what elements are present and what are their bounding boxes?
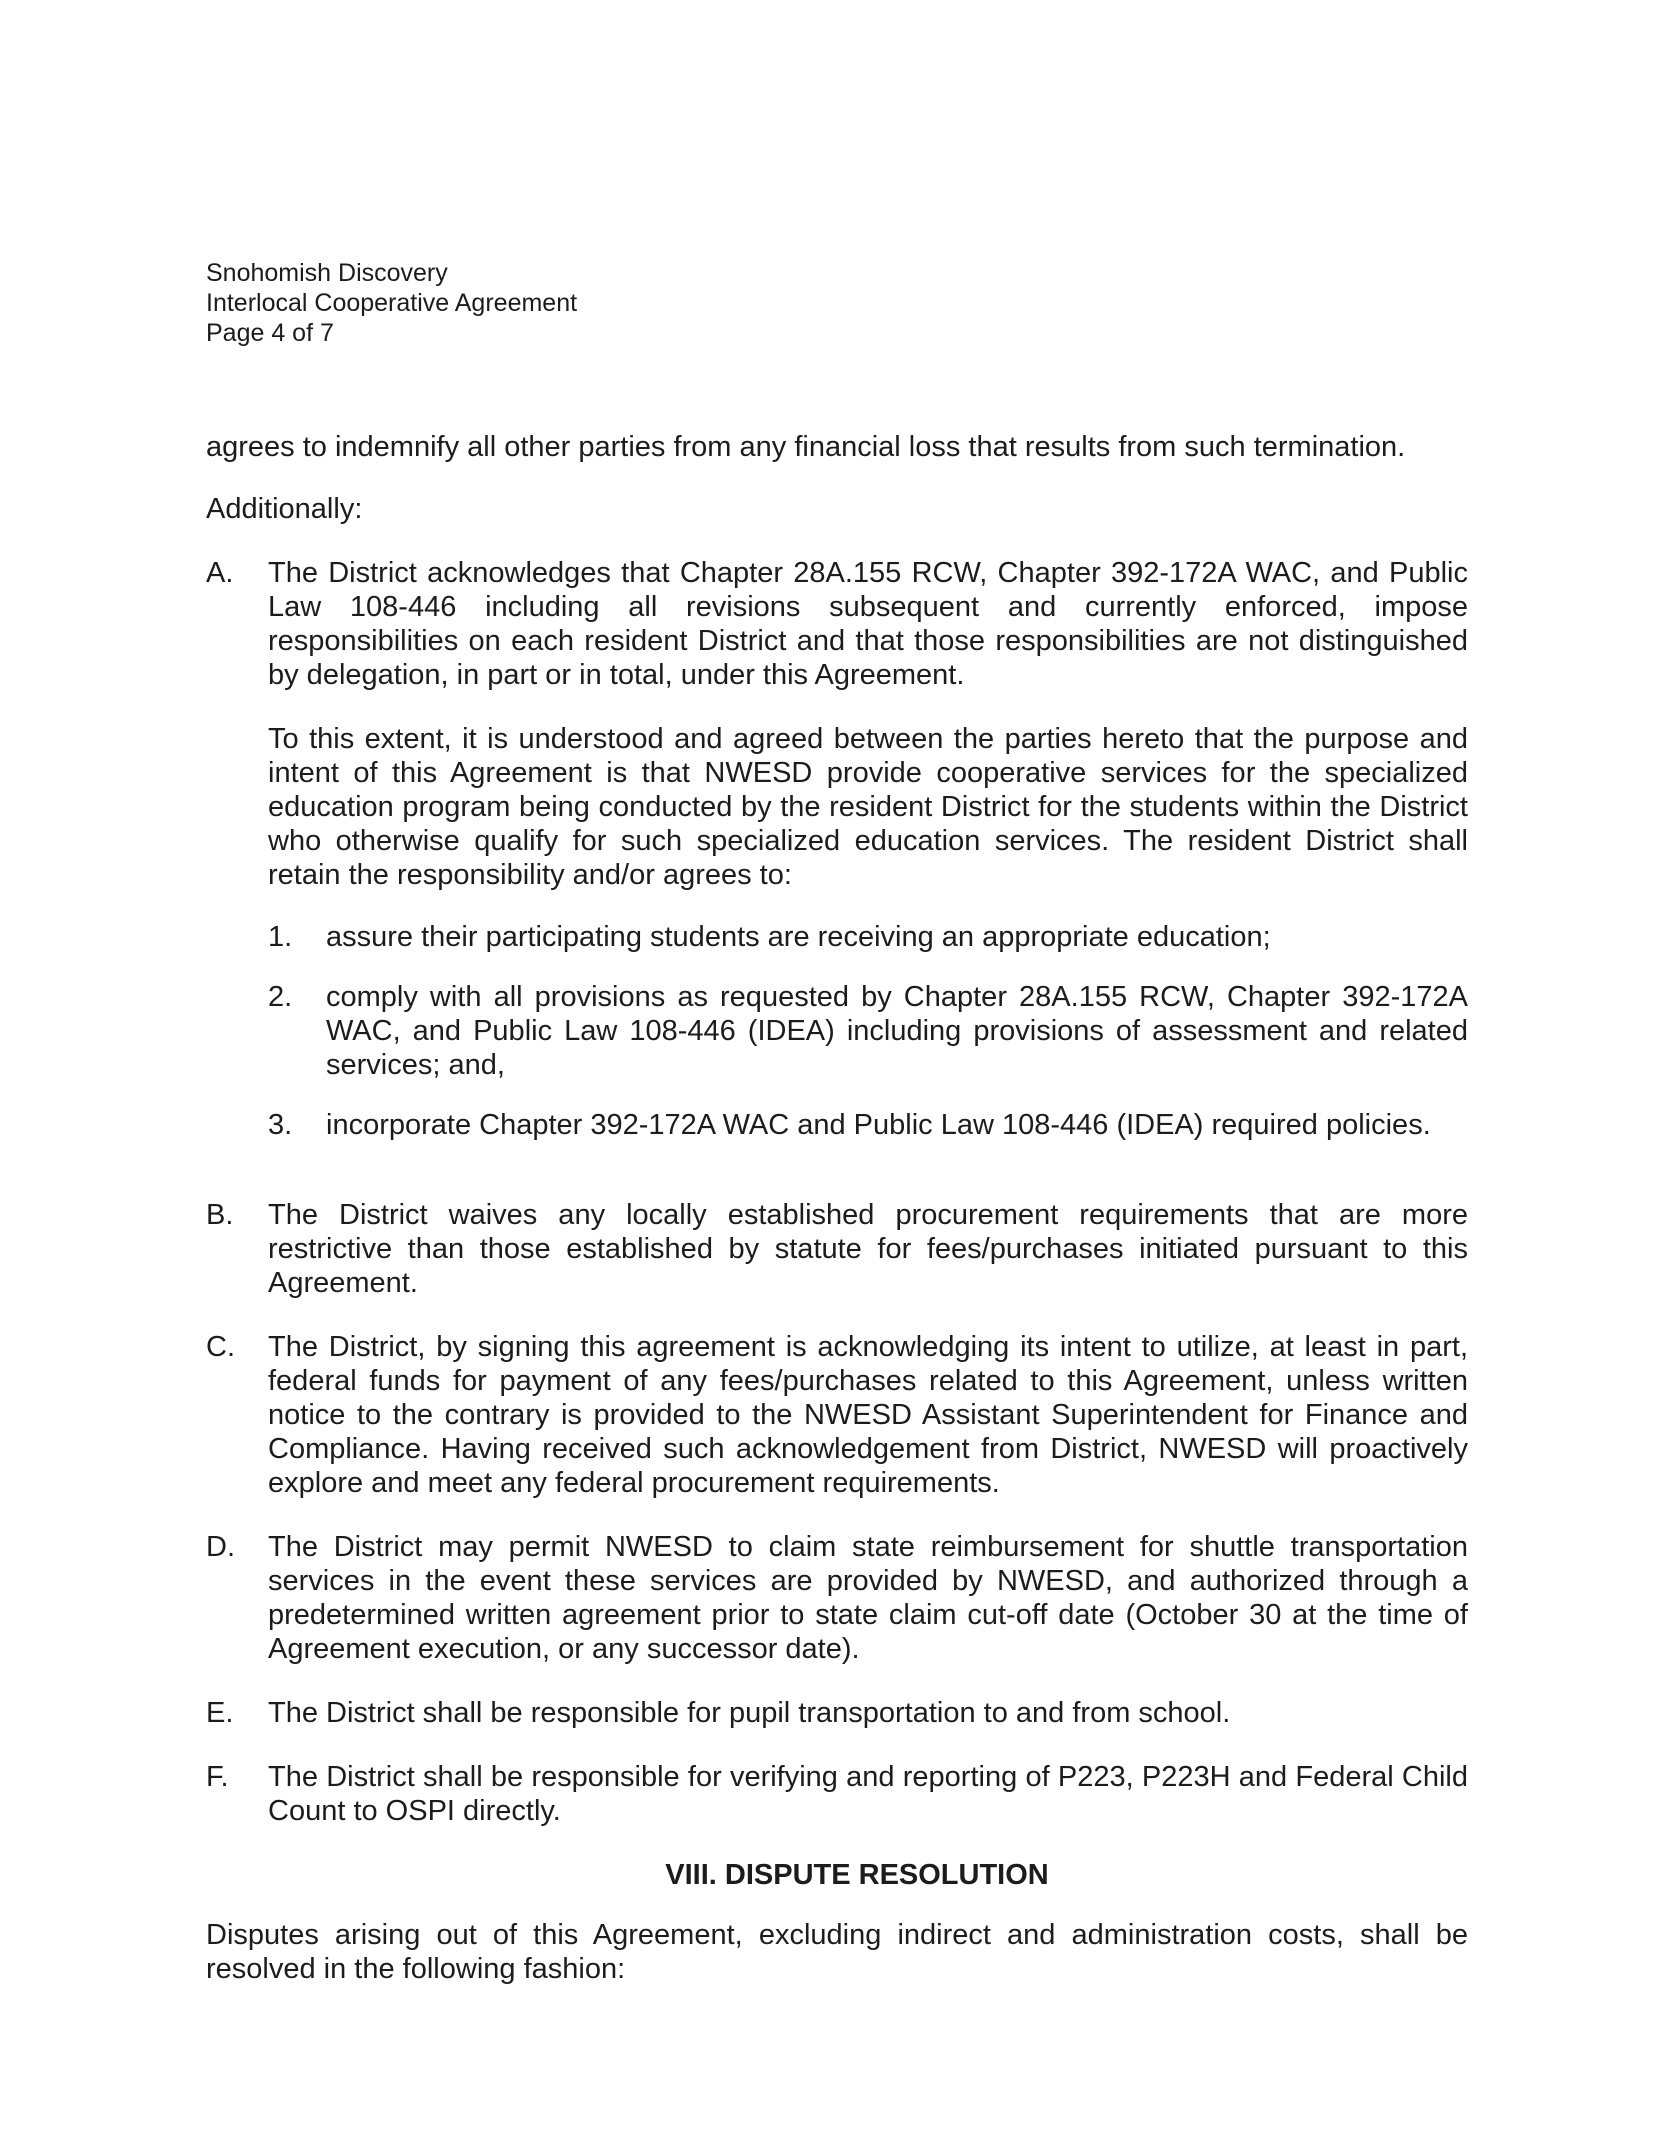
page-number: Page 4 of 7 [206, 319, 334, 347]
list-item-a [206, 556, 1468, 1168]
list-item-d [206, 1530, 1468, 1666]
additionally-label: Additionally: [206, 493, 363, 525]
sublist-text: comply with all provisions as requested by Chapter 28A.155 RCW, Chapter 392-172A WAC, and Public Law 108-446 (IDEA) including provisions of assessment and related services; and, [326, 981, 1468, 1081]
list-item-e [206, 1696, 1468, 1730]
item-e-paragraph: The District shall be responsible for pupil transportation to and from school. [268, 1697, 1231, 1729]
list-item-f [206, 1760, 1468, 1828]
sublist-item-2 [268, 980, 1468, 1082]
sublist-marker: 1. [268, 921, 293, 953]
item-c-paragraph: The District, by signing this agreement is acknowledging its intent to utilize, at least in part, federal funds for payment of any fees/purchases related to this Agreement, unless written notice to the contrary is provided to the NWESD Assistant Superintendent for Finance and Compliance. Having received such acknowledgement from District, NWESD will proactively explore and meet any federal procurement requirements. [268, 1331, 1468, 1499]
list-marker: E. [206, 1697, 234, 1729]
list-marker: F. [206, 1761, 229, 1793]
sublist-item-1 [268, 920, 1468, 954]
list-item-content [268, 1330, 1468, 1500]
page-header [206, 258, 577, 348]
section-heading: VIII. DISPUTE RESOLUTION [665, 1859, 1049, 1891]
header-subtitle: Interlocal Cooperative Agreement [206, 289, 578, 317]
item-d-paragraph: The District may permit NWESD to claim state reimbursement for shuttle transportation services in the event these services are provided by NWESD, and authorized through a predetermined written agreement prior to state claim cut-off date (October 30 at the time of Agreement execution, or any successor date). [268, 1531, 1468, 1665]
intro-paragraph: agrees to indemnify all other parties from any financial loss that results from such termination. [206, 431, 1406, 463]
list-marker: D. [206, 1531, 235, 1563]
list-item-c [206, 1330, 1468, 1500]
list-marker: A. [206, 557, 234, 589]
numbered-sublist [268, 920, 1468, 1142]
list-item-content [268, 1696, 1468, 1730]
list-marker: C. [206, 1331, 235, 1363]
list-item-content [268, 556, 1468, 1168]
document-body [206, 430, 1468, 1986]
list-marker: B. [206, 1199, 234, 1231]
sublist-marker: 2. [268, 981, 293, 1013]
list-item-b [206, 1198, 1468, 1300]
item-f-paragraph: The District shall be responsible for verifying and reporting of P223, P223H and Federal Child Count to OSPI directly. [268, 1761, 1468, 1827]
sublist-item-3 [268, 1108, 1468, 1142]
list-item-content [268, 1760, 1468, 1828]
item-a-paragraph-2: To this extent, it is understood and agreed between the parties hereto that the purpose and intent of this Agreement is that NWESD provide cooperative services for the specialized education program being conducted by the resident District for the students within the District who otherwise qualify for such specialized education services. The resident District shall retain the responsibility and/or agrees to: [268, 723, 1468, 891]
list-item-content [268, 1530, 1468, 1666]
item-a-paragraph-1: The District acknowledges that Chapter 28A.155 RCW, Chapter 392-172A WAC, and Public Law 108-446 including all revisions subsequent and currently enforced, impose responsibilities on each resident District and that those responsibilities are not distinguished by delegation, in part or in total, under this Agreement. [268, 557, 1468, 691]
item-b-paragraph: The District waives any locally established procurement requirements that are more restrictive than those established by statute for fees/purchases initiated pursuant to this Agreement. [268, 1199, 1468, 1299]
sublist-text: incorporate Chapter 392-172A WAC and Public Law 108-446 (IDEA) required policies. [326, 1109, 1431, 1141]
sublist-marker: 3. [268, 1109, 293, 1141]
sublist-text: assure their participating students are receiving an appropriate education; [326, 921, 1271, 953]
header-title: Snohomish Discovery [206, 259, 448, 287]
closing-paragraph: Disputes arising out of this Agreement, excluding indirect and administration costs, shall be resolved in the following fashion: [206, 1919, 1468, 1985]
list-item-content [268, 1198, 1468, 1300]
